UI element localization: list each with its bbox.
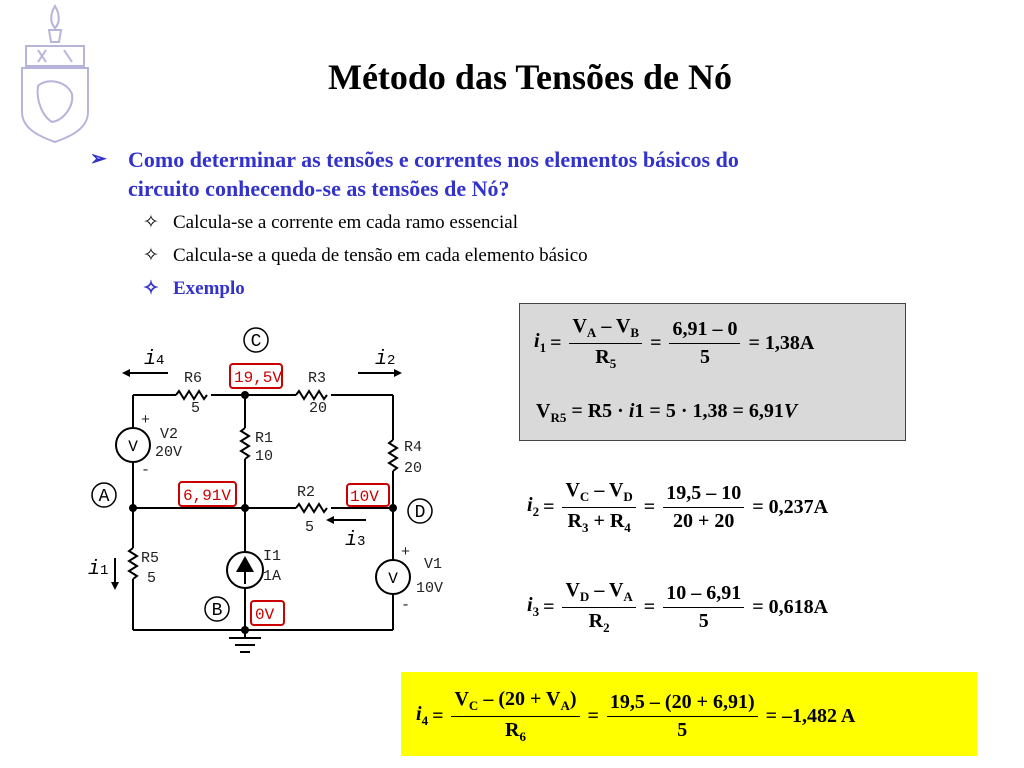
v1-name: V1 [424, 556, 443, 573]
junction-dot [129, 504, 137, 512]
r2-name: R2 [297, 484, 316, 501]
i1-name: I1 [263, 548, 282, 565]
r3-name: R3 [308, 370, 327, 387]
r3-zigzag [296, 391, 327, 399]
equation-vr5: $V_{R5} = R5 \cdot i1 = 5 \cdot 1,38 = 6,91V$ [536, 400, 798, 425]
voltage-b: 0V [255, 606, 275, 624]
r6-zigzag [176, 391, 207, 399]
subitem-text: Calcula-se a queda de tensão em cada elemento básico [173, 245, 588, 266]
r6-value: 5 [191, 400, 201, 417]
equation-i1: $i_1$ = $\frac{V_A - V_B}{R_5}$ = $\frac{6,91 - 0}{5}$ = 1,38A [534, 314, 815, 371]
voltage-c: 19,5V [234, 369, 283, 387]
star-icon: ✧ [143, 212, 159, 233]
junction-dot [241, 391, 249, 399]
source-arrow-stem [244, 570, 246, 584]
arrow-up-icon [236, 556, 254, 572]
junction-dot [389, 504, 397, 512]
node-a-label: A [98, 487, 110, 507]
bullet-line-2: circuito conhecendo-se as tensões de Nó? [128, 176, 510, 201]
current-i2: i2 [375, 348, 396, 371]
v2-plus: + [141, 412, 151, 429]
r1-zigzag [241, 428, 249, 459]
v2-minus: - [141, 462, 151, 479]
star-icon: ✧ [143, 278, 159, 299]
junction-dot [241, 504, 249, 512]
current-i3: i3 [345, 529, 366, 552]
r5-zigzag [129, 548, 137, 579]
r5-value: 5 [147, 570, 157, 587]
page-title: Método das Tensões de Nó [327, 57, 733, 97]
v1-value: 10V [416, 580, 444, 597]
v1-symbol: V [388, 570, 398, 588]
voltage-d: 10V [350, 488, 379, 506]
equation-i4: $i_4$ = $\frac{V_C - (20 + V_A)}{R_6}$ = $\frac{19,5 - (20 + 6,91)}{5}$ = –1,482 A [416, 687, 856, 744]
r6-name: R6 [184, 370, 203, 387]
star-icon: ✧ [143, 245, 159, 266]
r4-zigzag [389, 440, 397, 471]
v1-plus: + [401, 544, 411, 561]
arrow-left-icon [326, 516, 334, 524]
node-b-label: B [211, 601, 223, 621]
arrow-right-icon: ➢ [90, 148, 107, 170]
equation-i3: $i_3$ = $\frac{V_D - V_A}{R_2}$ = $\frac{10 - 6,91}{5}$ = 0,618A [527, 578, 829, 635]
node-d-label: D [414, 503, 426, 523]
node-c-label: C [250, 332, 262, 352]
arrow-down-icon [111, 582, 119, 590]
subitem-text: Calcula-se a corrente em cada ramo essencial [173, 212, 518, 233]
r4-name: R4 [404, 439, 423, 456]
r1-name: R1 [255, 430, 274, 447]
r5-name: R5 [141, 550, 160, 567]
current-i1: i1 [88, 558, 109, 581]
i1-value: 1A [263, 568, 282, 585]
current-i4: i4 [144, 348, 165, 371]
arrow-left-icon [122, 369, 130, 377]
r4-value: 20 [404, 460, 423, 477]
voltage-a: 6,91V [183, 487, 232, 505]
v2-value: 20V [155, 444, 183, 461]
arrow-right-icon [394, 369, 402, 377]
junction-dot [241, 626, 249, 634]
r2-value: 5 [305, 519, 315, 536]
v1-minus: - [401, 597, 411, 614]
r2-zigzag [296, 504, 327, 512]
v2-symbol: V [128, 438, 138, 456]
r1-value: 10 [255, 448, 274, 465]
subitem-text: Exemplo [173, 278, 245, 299]
r3-value: 20 [309, 400, 328, 417]
v2-name: V2 [160, 426, 179, 443]
bullet-line-1: Como determinar as tensões e correntes nos elementos básicos do [128, 147, 739, 172]
equation-i2: $i_2$ = $\frac{V_C - V_D}{R_3 + R_4}$ = $\frac{19,5 - 10}{20 + 20}$ = 0,237A [527, 478, 829, 535]
